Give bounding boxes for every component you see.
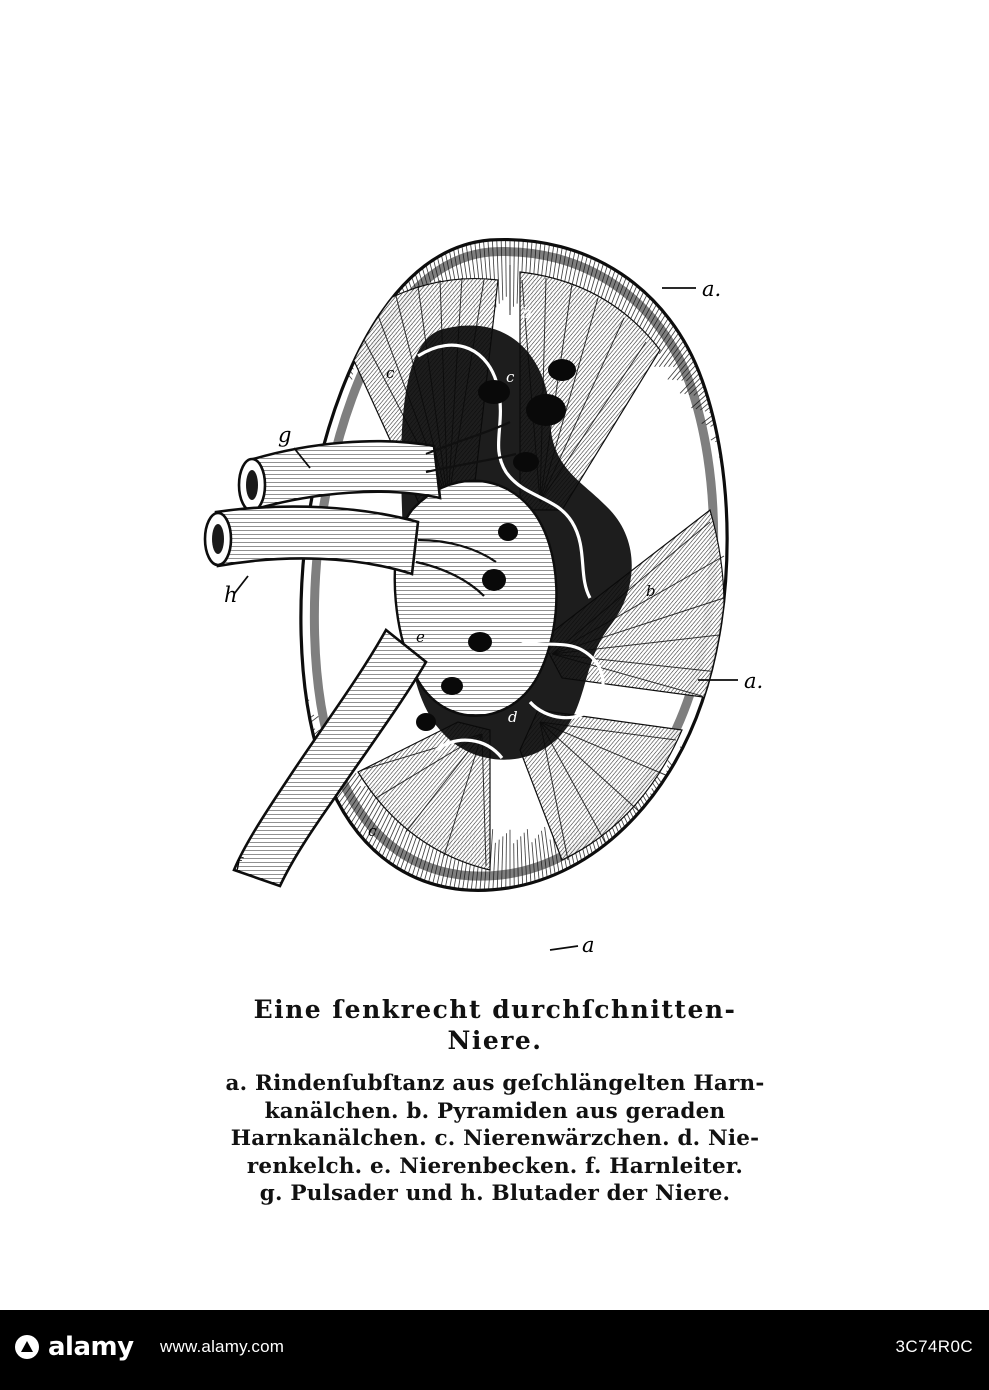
label-a-top: a.: [702, 277, 722, 301]
alamy-url: www.alamy.com: [160, 1337, 285, 1356]
figure-caption: [195, 995, 795, 1208]
leader-a-bottom: [550, 946, 578, 950]
kidney-figure: [190, 210, 810, 1000]
alamy-logo-icon: [14, 1334, 40, 1360]
label-b-top: b: [522, 304, 532, 322]
caption-title: [195, 995, 795, 1056]
label-e: e: [416, 628, 425, 646]
label-h: h: [224, 583, 238, 607]
label-b-right: b: [646, 582, 656, 600]
kidney-section-illustration: [190, 210, 810, 1000]
label-d: d: [508, 708, 518, 726]
label-c-top: c: [506, 368, 515, 386]
caption-legend: [195, 1070, 795, 1208]
label-f: f: [236, 854, 242, 872]
alamy-image-id: 3C74R0C: [895, 1337, 973, 1356]
label-c-lower: c: [368, 822, 377, 840]
label-c-left: c: [386, 364, 395, 382]
legend-line-4: renkelch. e. Nierenbecken. f. Harnleiter.: [246, 1153, 744, 1179]
caption-title-line-2: Niere.: [447, 1025, 543, 1055]
caption-title-line-1: Eine ſenkrecht durchſchnitten‑: [253, 995, 737, 1024]
alamy-logo: [14, 1332, 134, 1362]
renal-pelvis: [395, 481, 557, 716]
label-a-bottom: a: [582, 933, 595, 957]
label-g: g: [278, 423, 292, 447]
label-a-right: a.: [744, 669, 764, 693]
legend-line-2: kanälchen. b. Pyramiden aus geraden: [264, 1098, 726, 1124]
legend-line-5: g. Pulsader und h. Blutader der Niere.: [259, 1181, 731, 1207]
legend-line-1: a. Rindenſubſtanz aus geſchlängelten Harn‑: [225, 1071, 765, 1096]
alamy-brand-text: alamy: [48, 1332, 134, 1362]
alamy-watermark-bar: [0, 1310, 989, 1390]
legend-line-3: Harnkanälchen. c. Nierenwärzchen. d. Nie‑: [230, 1126, 760, 1152]
